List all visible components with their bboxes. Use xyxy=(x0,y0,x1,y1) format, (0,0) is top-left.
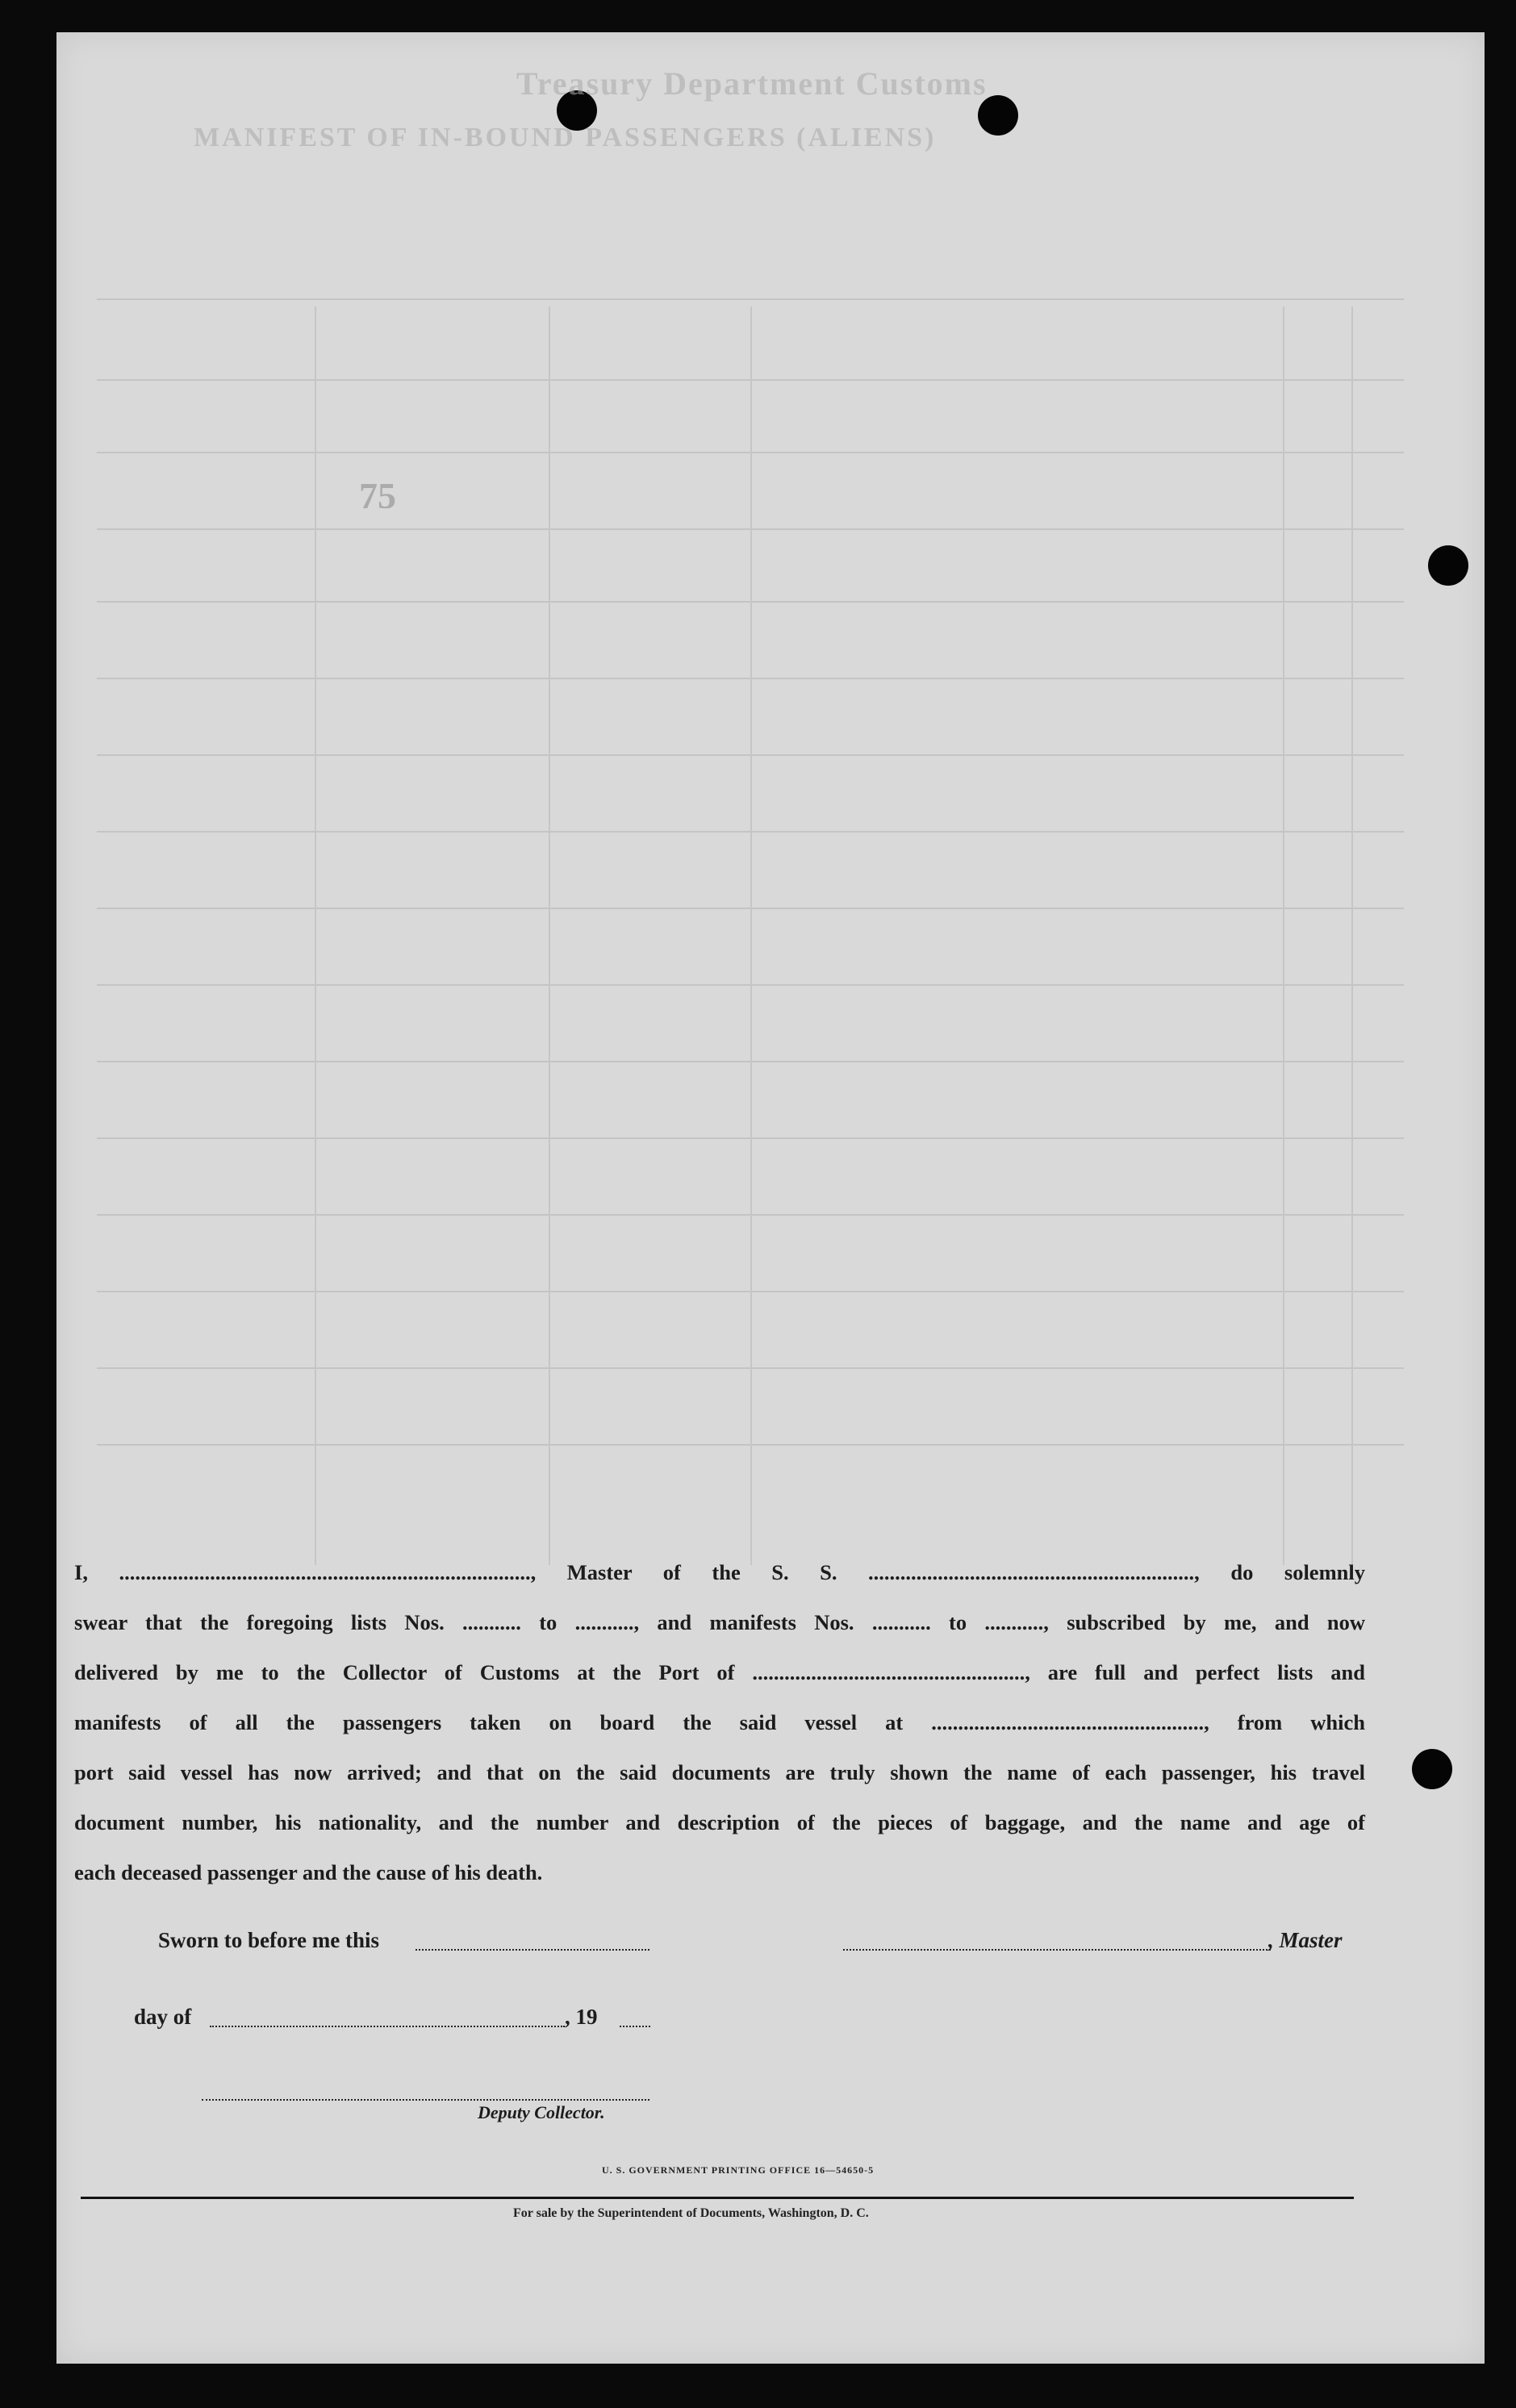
master-signature-blank xyxy=(843,1933,1271,1951)
oath-line: delivered by me to the Collector of Customs at the Port of ..................................................., are full and perfect lists and xyxy=(74,1660,1365,1684)
oath-line: document number, his nationality, and the number and description of the pieces of baggage, and the name and age of xyxy=(74,1810,1365,1834)
punch-hole xyxy=(1412,1749,1452,1789)
master-signature-label: , Master xyxy=(1268,1928,1343,1952)
sworn-label: Sworn to before me this xyxy=(158,1928,379,1952)
footer-rule xyxy=(81,2197,1354,2199)
deputy-collector-label: Deputy Collector. xyxy=(478,2102,605,2122)
show-through-number: 75 xyxy=(359,475,396,516)
day-of-label: day of xyxy=(134,2005,192,2029)
printer-imprint: U. S. GOVERNMENT PRINTING OFFICE 16—54650-5 xyxy=(602,2164,875,2176)
year-blank xyxy=(620,2009,650,2027)
year-label: , 19 xyxy=(565,2005,598,2029)
show-through-column-line xyxy=(750,307,752,1565)
punch-hole xyxy=(1428,545,1468,586)
show-through-column-line xyxy=(1351,307,1353,1565)
sale-notice: For sale by the Superintendent of Documents, Washington, D. C. xyxy=(513,2206,869,2220)
show-through-rule xyxy=(97,298,1404,300)
show-through-column-line xyxy=(549,307,550,1565)
show-through-column-line xyxy=(1283,307,1284,1565)
oath-paragraph xyxy=(74,1547,1365,1897)
show-through-heading: MANIFEST OF IN-BOUND PASSENGERS (ALIENS) xyxy=(194,123,937,152)
oath-line: each deceased passenger and the cause of his death. xyxy=(74,1860,543,1884)
sworn-date-blank xyxy=(416,1933,649,1951)
oath-line: swear that the foregoing lists Nos. ........... to ..........., and manifests Nos. ........... to ..........., subscribed by me, and now xyxy=(74,1610,1365,1634)
oath-line: manifests of all the passengers taken on board the said vessel at ..................................................., from which xyxy=(74,1710,1365,1734)
show-through-column-line xyxy=(315,307,316,1565)
oath-line: I, ............................................................................., Master of the S. S. ............................................................., do solemnly xyxy=(74,1560,1365,1584)
show-through-title: Treasury Department Customs xyxy=(516,65,988,102)
deputy-collector-signature-blank xyxy=(202,2086,649,2101)
oath-line: port said vessel has now arrived; and that on the said documents are truly shown the name of each passenger, his travel xyxy=(74,1760,1365,1784)
day-of-blank xyxy=(210,2009,565,2027)
